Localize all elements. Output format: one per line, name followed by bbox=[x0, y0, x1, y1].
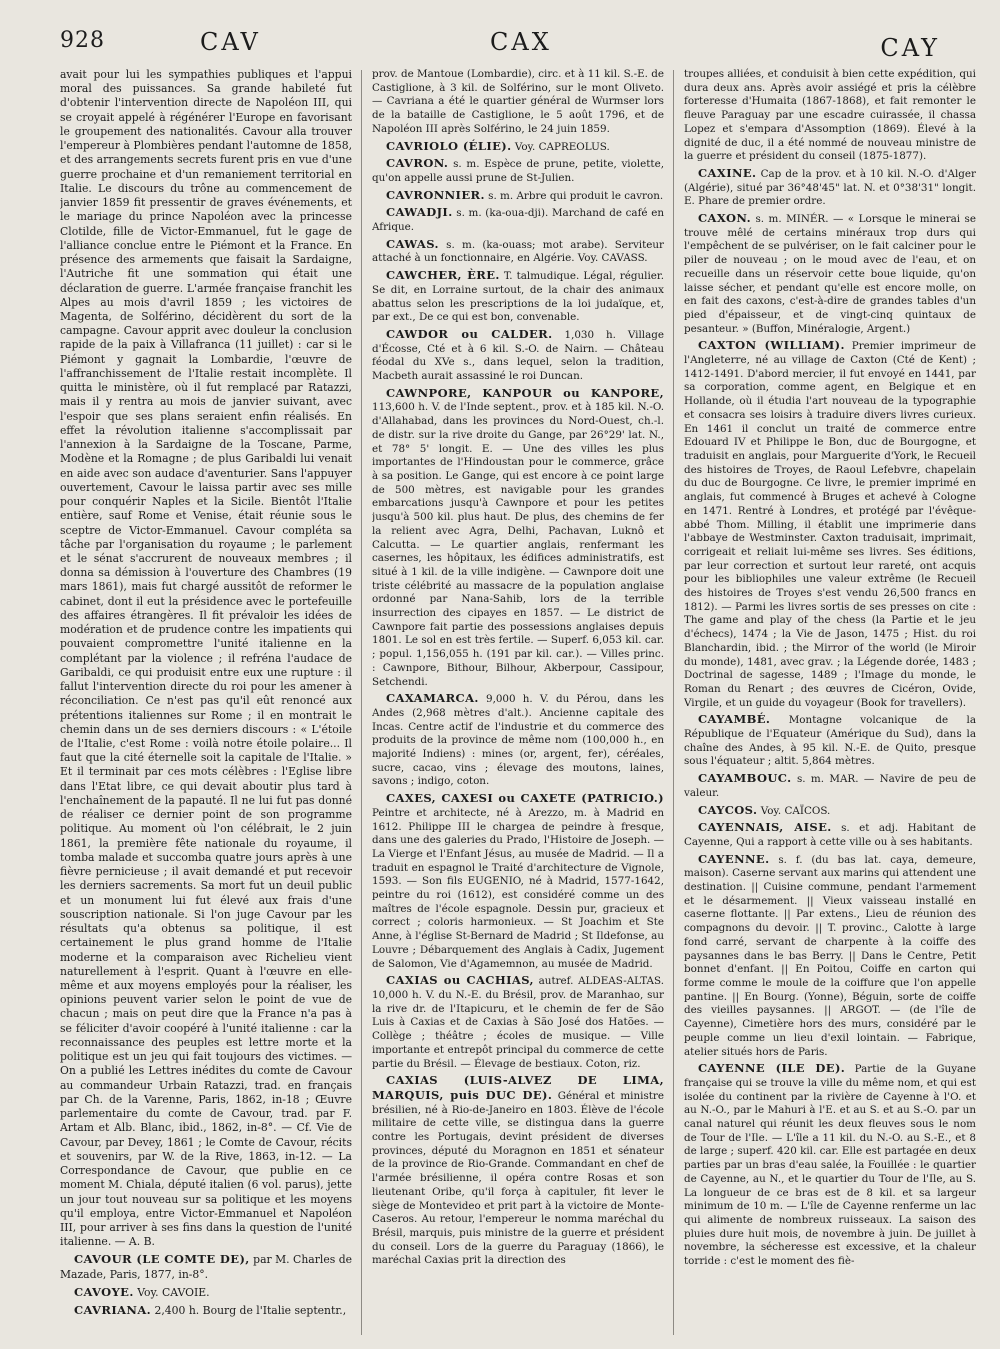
text-column-2 bbox=[372, 68, 664, 1340]
entry-text: s. m. MAR. — Navire de peu de valeur. bbox=[684, 773, 976, 799]
entry-headword: CAYENNE. bbox=[698, 851, 770, 866]
entry-headword: CAWAS. bbox=[386, 236, 439, 251]
dictionary-entry bbox=[60, 68, 352, 1249]
dictionary-entry bbox=[60, 1303, 352, 1318]
entry-text: par M. Charles de Mazade, Paris, 1877, in-8°. bbox=[60, 1253, 352, 1281]
entry-headword: CAXIAS ou CACHIAS, bbox=[386, 973, 534, 988]
entry-headword: CAVRON. bbox=[386, 156, 449, 171]
entry-headword: CAYENNE (ILE DE). bbox=[698, 1061, 846, 1076]
dictionary-entry bbox=[372, 269, 664, 325]
entry-headword: CAXAMARCA. bbox=[386, 691, 479, 706]
dictionary-entry bbox=[60, 1285, 352, 1300]
entry-headword: CAYAMBOUC. bbox=[698, 771, 792, 786]
entry-headword: CAYCOS. bbox=[698, 802, 758, 817]
dictionary-entry bbox=[372, 157, 664, 185]
page-number: 928 bbox=[60, 28, 105, 53]
entry-headword: CAVRIOLO (ÉLIE). bbox=[386, 138, 512, 153]
entry-headword: CAWNPORE, KANPOUR ou KANPORE, bbox=[386, 385, 664, 400]
dictionary-entry bbox=[372, 140, 664, 155]
running-head-left: CAV bbox=[200, 28, 261, 56]
entry-text: 2,400 h. Bourg de l'Italie septentr., bbox=[154, 1304, 347, 1318]
dictionary-entry bbox=[684, 68, 976, 164]
entry-headword: CAYENNAIS, AISE. bbox=[698, 820, 832, 835]
entry-text: Premier imprimeur de l'Angleterre, né au village de Caxton (Cté de Kent) ; 1412-1491. D'abord mercier, il fut envoyé en 1441, par sa corporation, comme agent, en Belgique et en Hollande, où il étudia l'art nouveau de la typographie et consacra ses loisirs à traduire divers livres curieux. En 1461 il conclut un traité de commerce entre Edouard IV et Philippe le Bon, duc de Bourgogne, et traduisit en anglais, pour Marguerite d'York, le Recueil des histoires de Troyes, de Raoul Lefebvre, chapelain du duc de Bourgogne. Ce livre, le premier imprimé en anglais, fut commencé à Bruges et achevé à Cologne en 1471. Rentré à Londres, et protégé par l'évêque-abbé Thom. Milling, il établit une imprimerie dans l'abbaye de Westminster. Caxton traduisait, imprimait, corrigeait et reliait lui-même ses livres. Ses éditions, par leur correction et surtout leur rareté, ont acquis pour les bibliophiles une valeur extrême (le Recueil des histoires de Troyes s'est vendu 26,500 francs en 1812). — Parmi les livres sortis de ses presses on cite : The game and play of the chess (la Partie et le jeu d'échecs), 1474 ; la Vie de Jason, 1475 ; Hist. du roi Blanchardin, ibid. ; the Mirror of the world (le Miroir du monde), 1481, avec grav. ; la Légende dorée, 1483 ; Doctrinal de sagesse, 1489 ; l'Image du monde, le Roman du Renart ; des œuvres de Cicéron, Ovide, Virgile, et un guide du voyageur (Book for travellers). bbox=[684, 340, 976, 709]
entry-text: Voy. CAÏCOS. bbox=[760, 804, 831, 817]
entry-text: s. m. Arbre qui produit le cavron. bbox=[488, 189, 664, 202]
entry-text: Cap de la prov. et à 10 kil. N.-O. d'Alger (Algérie), situé par 36°48'45" lat. N. et 0°38'31" longit. E. Phare de premier ordre. bbox=[684, 167, 976, 208]
dictionary-entry bbox=[372, 387, 664, 689]
entry-text: Montagne volcanique de la République de l'Equateur (Amérique du Sud), dans la chaîne des Andes, à 95 kil. N.-E. de Quito, presque sous l'équateur ; altit. 5,864 mètres. bbox=[684, 714, 976, 768]
entry-text: s. m. MINÉR. — « Lorsque le minerai se trouve mêlé de certains minéraux trop durs qui l'empêchent de se pulvériser, on le fait calciner pour le piler de nouveau ; on le moud avec de l'eau, et on recueille dans un réservoir cette boue liquide, qu'on laisse sécher, et pendant qu'elle est encore molle, on en fait des caxons, c'est-à-dire de grandes tables d'un pied d'épaisseur, et de vingt-cinq quintaux de pesanteur. » (Buffon, Minéralogie, Argent.) bbox=[684, 213, 976, 335]
dictionary-entry bbox=[372, 328, 664, 384]
entry-headword: CAVRONNIER. bbox=[386, 187, 485, 202]
dictionary-entry bbox=[684, 772, 976, 800]
dictionary-entry bbox=[684, 713, 976, 769]
entry-text: s. et adj. Habitant de Cayenne, Qui a rapport à cette ville ou à ses habitants. bbox=[684, 822, 976, 848]
entry-text: troupes alliées, et conduisit à bien cette expédition, qui dura deux ans. Après avoir assiégé et pris la célèbre forteresse d'Humaita (1867-1868), et fait remonter le fleuve Paraguay par une escadre cuirassée, il chassa Lopez et s'empara d'Assomption (1869). Élevé à la dignité de duc, il a été nommé de nouveau ministre de la guerre et président du conseil (1875-1877). bbox=[684, 68, 976, 163]
entry-headword: CAXON. bbox=[698, 211, 751, 226]
dictionary-entry bbox=[684, 167, 976, 209]
dictionary-entry bbox=[372, 974, 664, 1071]
entry-headword: CAYAMBÉ. bbox=[698, 712, 771, 727]
entry-text: s. m. (ka-ouass; mot arabe). Serviteur attaché à un fonctionnaire, en Algérie. Voy. CAVASS. bbox=[372, 238, 664, 265]
entry-headword: CAXIAS (LUIS-ALVEZ DE LIMA, MARQUIS, puis DUC DE). bbox=[372, 1073, 664, 1102]
entry-text: Voy. CAPREOLUS. bbox=[514, 140, 610, 153]
entry-headword: CAWDOR ou CALDER. bbox=[386, 326, 553, 341]
entry-headword: CAVOUR (LE COMTE DE), bbox=[74, 1252, 250, 1267]
entry-text: 9,000 h. V. du Pérou, dans les Andes (2,968 mètres d'alt.). Ancienne capitale des Incas. Centre actif de l'industrie et du commerce des produits de la province de même nom (100,000 h., en majorité Indiens) : mines (or, argent, fer), céréales, sucre, cacao, vins ; élevage des moutons, laines, savons ; indigo, coton. bbox=[372, 693, 664, 788]
entry-text: Peintre et architecte, né à Arezzo, m. à Madrid en 1612. Philippe III le chargea de peindre à fresque, dans une des galeries du Prado, l'Histoire de Joseph. — La Vierge et l'Enfant Jésus, au musée de Madrid. — Il a traduit en espagnol le Traité d'architecture de Vignole, 1593. — Son fils EUGENIO, né à Madrid, 1577-1642, peintre du roi (1612), est considéré comme un des maîtres de l'école espagnole. Dessin pur, gracieux et correct ; coloris harmonieux. — St Joachim et Ste Anne, à l'église St-Bernard de Madrid ; St Ildefonse, au Louvre ; Débarquement des Anglais à Cadix, Jugement de Salomon, Vie d'Agamemnon, au musée de Madrid. bbox=[372, 806, 664, 970]
dictionary-entry bbox=[372, 238, 664, 266]
dictionary-entry bbox=[684, 804, 976, 819]
entry-headword: CAVOYE. bbox=[74, 1284, 134, 1299]
dictionary-entry bbox=[372, 68, 664, 137]
dictionary-entry bbox=[684, 339, 976, 710]
text-column-3 bbox=[684, 68, 976, 1340]
entry-headword: CAXINE. bbox=[698, 165, 757, 180]
entry-headword: CAVRIANA. bbox=[74, 1303, 152, 1318]
running-head-right: CAY bbox=[880, 34, 940, 62]
entry-text: s. f. (du bas lat. caya, demeure, maison). Caserne servant aux marins qui attendent une destination. || Cuisine commune, pendant l'armement et le désarmement. || Vieux vaisseau installé en caserne flottante. || Par extens., Lieu de réunion des compagnons du devoir. || T. provinc., Calotte à large fond carré, servant de charpente à la coiffe des paysannes dans le bas Berry. || Dans le Centre, Petit bonnet d'enfant. || En Poitou, Coiffe en carton qui forme comme le moule de la coiffure que l'on appelle pantine. || En Bourg. (Yonne), Béguin, sorte de coiffe des vieilles paysannes. || ARGOT. — (de l'île de Cayenne), Cimetière hors des murs, considéré par le peuple comme un lieu d'exil lointain. — Fabrique, atelier situés hors de Paris. bbox=[684, 853, 976, 1058]
dictionary-entry bbox=[60, 1252, 352, 1281]
running-head-center: CAX bbox=[490, 28, 552, 56]
dictionary-entry bbox=[372, 1074, 664, 1268]
dictionary-entry bbox=[372, 189, 664, 204]
entry-text: avait pour lui les sympathies publiques et l'appui moral des puissances. Sa grande habileté fut d'obtenir l'intervention directe de Napoléon III, qui se croyait appelé à régénérer l'Europe en favorisant le groupement des nationalités. Cavour alla trouver l'empereur à Plombières pendant l'automne de 1858, et des arrangements secrets furent pris en vue d'une guerre prochaine et d'un remaniement territorial en Italie. Le discours du trône au commencement de janvier 1859 fit pressentir de graves événements, et le mariage du prince Napoléon avec la princesse Clotilde, fille de Victor-Emmanuel, fut le gage de l'alliance conclue entre le Piémont et la France. En présence des armements que faisait la Sardaigne, l'Autriche fit une sommation qui était une déclaration de guerre. L'armée française franchit les Alpes au mois d'avril 1859 ; les victoires de Magenta, de Solférino, décidèrent du sort de la campagne. Cavour apprit avec douleur la conclusion rapide de la paix à Villafranca (11 juillet) : car si le Piémont y gagnait la Lombardie, l'œuvre de l'affranchissement de l'Italie restait incomplète. Il quitta le ministère, où il fut remplacé par Ratazzi, mais il y rentra au mois de janvier suivant, avec l'espoir que ses plans seraient enfin réalisés. En effet la révolution italienne s'accomplissait par l'annexion à la Sardaigne de la Toscane, Parme, Modène et la Romagne ; de plus Garibaldi lui venait en aide avec son audace d'aventurier. Sans l'appuyer ouvertement, Cavour le laissa partir avec ses mille pour conquérir Naples et la Sicile. Bientôt l'Italie entière, sauf Rome et Venise, était réunie sous le sceptre de Victor-Emmanuel. Cavour compléta sa tâche par l'organisation du royaume ; le parlement et le sénat s'accrurent de nouveaux membres ; il donna sa démission à l'ouverture des Chambres (19 mars 1861), mais fut chargé aussitôt de reformer le cabinet, dont il eut la présidence avec le portefeuille des affaires étrangères. Il fit prévaloir les idées de modération et de prudence contre les impatients qui pouvaient compromettre l'unité italienne en la complétant par la violence ; il refréna l'audace de Garibaldi, ce qui produisit entre eux une rupture : il fallut l'intervention directe du roi pour les amener à réconciliation. Ce n'est pas qu'il eût renoncé aux prétentions italiennes sur Rome ; il en montrait le chemin dans un de ses derniers discours : « L'étoile de l'Italie, c'est Rome : voilà notre étoile polaire... Il faut que la cité éternelle soit la capitale de l'Italie. » Et il terminait par ces mots célèbres : l'Eglise libre dans l'Etat libre, ce qui devait aboutir plus tard à l'enchaînement de la papauté. Il ne lui fut pas donné de réaliser ce dernier point de son programme politique. Au moment où l'on célébrait, le 2 juin 1861, la première fête nationale du royaume, il tomba malade et succomba quatre jours après à une fièvre pernicieuse ; il avait demandé et put recevoir les derniers sacrements. Sa mort fut un deuil public et un monument lui fut élevé aux frais d'une souscription nationale. Si l'on juge Cavour par les résultats qu'a obtenus sa politique, il est certainement le plus grand homme de l'Italie moderne et la comparaison avec Richelieu vient naturellement à l'esprit. Quant à l'œuvre en elle-même et aux moyens employés pour la réaliser, les opinions peuvent varier selon le point de vue de chacun ; mais on peut dire que la France n'a pas à se féliciter d'avoir coopéré à l'unité italienne : car la reconnaissance des peuples est lettre morte et la politique est un jeu qui fait toujours des victimes. — On a publié les Lettres inédites du comte de Cavour au commandeur Urbain Ratazzi, trad. en français par Ch. de la Varenne, Paris, 1862, in-18 ; Œuvre parlementaire du comte de Cavour, trad. par F. Artam et Alb. Blanc, ibid., 1862, in-8°. — Cf. Vie de Cavour, par Devey, 1861 ; le Comte de Cavour, récits et souvenirs, par W. de la Rive, 1863, in-12. — La Correspondance de Cavour, que publie en ce moment M. Chiala, député italien (6 vol. parus), jette un jour tout nouveau sur sa politique et les moyens qu'il employa, entre Victor-Emmanuel et Napoléon III, pour arriver à ses fins dans la question de l'unité italienne. — A. B. bbox=[60, 68, 352, 1249]
dictionary-entry bbox=[372, 792, 664, 971]
entry-text: Général et ministre brésilien, né à Rio-de-Janeiro en 1803. Élève de l'école militaire de cette ville, se distingua dans la guerre contre les Portugais, devint président de diverses provinces, député du Moragnon en 1851 et sénateur de la province de Rio-Grande. Commandant en chef de l'armée brésilienne, il opéra contre Rosas et son lieutenant Oribe, qu'il força à capituler, fit lever le siège de Montevideo et prit part à la victoire de Monte-Caseros. Au retour, l'empereur le nomma maréchal du Brésil, marquis, puis ministre de la guerre et président du conseil. Lors de la guerre du Paraguay (1866), le maréchal Caxias prit la direction des bbox=[372, 1089, 664, 1267]
entry-text: T. talmudique. Légal, régulier. Se dit, en Lorraine surtout, de la chair des animaux abattus selon les prescriptions de la loi judaïque, et, par ext., De ce qui est bon, convenable. bbox=[372, 270, 664, 324]
entry-headword: CAWADJI. bbox=[386, 205, 453, 220]
entry-headword: CAXTON (WILLIAM). bbox=[698, 338, 845, 353]
dictionary-entry bbox=[684, 1062, 976, 1269]
text-column-1 bbox=[60, 68, 352, 1340]
dictionary-entry bbox=[684, 853, 976, 1060]
dictionary-entry bbox=[684, 821, 976, 849]
entry-text: s. m. (ka-oua-dji). Marchand de café en Afrique. bbox=[372, 207, 664, 234]
column-divider bbox=[673, 70, 674, 1335]
entry-headword: CAWCHER, ÈRE. bbox=[386, 268, 500, 283]
page-header bbox=[60, 28, 940, 62]
entry-text: Partie de la Guyane française qui se trouve la ville du même nom, et qui est isolée du continent par la rivière de Cayenne à l'O. et au N.-O., par le Mahuri à l'E. et au S. et au S.-O. par un canal naturel qui réunit les deux fleuves sous le nom de Tour de l'Ile. — L'île a 11 kil. du N.-O. au S.-E., et 8 de large ; superf. 420 kil. car. Elle est partagée en deux parties par un bras d'eau salée, la Fouillée : le quartier de Cayenne, au N., et le quartier du Tour de l'Ile, au S. La longueur de ce bras est de 8 kil. et sa largeur minimum de 10 m. — L'île de Cayenne renferme un lac qui alimente de nombreux ruisseaux. La saison des pluies dure huit mois, de novembre à juin. De juillet à novembre, la sécheresse est excessive, et la chaleur torride : c'est le moment des fiè- bbox=[684, 1063, 976, 1268]
entry-headword: CAXES, CAXESI ou CAXETE (PATRICIO.) bbox=[386, 791, 664, 806]
dictionary-entry bbox=[684, 212, 976, 336]
column-divider bbox=[361, 70, 362, 1335]
entry-text: Voy. CAVOIE. bbox=[137, 1285, 210, 1299]
entry-text: prov. de Mantoue (Lombardie), circ. et à 11 kil. S.-E. de Castiglione, à 3 kil. de Solférino, sur le mont Oliveto. — Cavriana a été le quartier général de Wurmser lors de la bataille de Castiglione, le 5 août 1796, et de Napoléon III après Solférino, le 24 juin 1859. bbox=[372, 68, 664, 135]
entry-text: autref. ALDEAS-ALTAS. 10,000 h. V. du N.-E. du Brésil, prov. de Maranhao, sur la rive dr. de l'Itapicuru, et le chemin de fer de São Luis à Caxias et de Caxias à São José dos Hatões. —Collège ; théâtre ; écoles de musique. — Ville importante et entrepôt principal du commerce de cette partie du Brésil. — Élevage de bestiaux. Coton, riz. bbox=[372, 975, 664, 1070]
entry-text: 1,030 h. Village d'Écosse, Cté et à 6 kil. S.-O. de Nairn. — Château féodal du XVe s., dans lequel, selon la tradition, Macbeth aurait assassiné le roi Duncan. bbox=[372, 328, 664, 383]
dictionary-entry bbox=[372, 206, 664, 234]
dictionary-entry bbox=[372, 692, 664, 789]
entry-text: 113,600 h. V. de l'Inde septent., prov. et à 185 kil. N.-O. d'Allahabad, dans les provinces du Nord-Ouest, ch.-l. de distr. sur la rive droite du Gange, par 26°29' lat. N., et 78° 5' longit. E. — Une des villes les plus importantes de l'Hindoustan pour le commerce, grâce à sa position. Le Gange, qui est encore à ce point large de 500 mètres, est navigable pour les grandes embarcations jusqu'à Cawnpore et pour les petites jusqu'à 500 kil. plus haut. De plus, des chemins de fer la relient avec Agra, Delhi, Pachavan, Luknô et Calcutta. — Le quartier anglais, renfermant les casernes, les hôpitaux, les édifices administratifs, est situé à 1 kil. de la ville indigène. — Cawnpore doit une triste célébrité au massacre de la population anglaise ordonné par Nana-Sahib, lors de la terrible insurrection des cipayes en 1857. — Le district de Cawnpore fait partie des possessions anglaises depuis 1801. Le sol en est très fertile. — Superf. 6,053 kil. car. ; popul. 1,156,055 h. (191 par kil. car.). — Villes princ. : Cawnpore, Bithour, Bilhour, Akberpour, Cassipour, Setchendi. bbox=[372, 401, 664, 688]
entry-text: s. m. Espèce de prune, petite, violette, qu'on appelle aussi prune de St-Julien. bbox=[372, 158, 664, 184]
